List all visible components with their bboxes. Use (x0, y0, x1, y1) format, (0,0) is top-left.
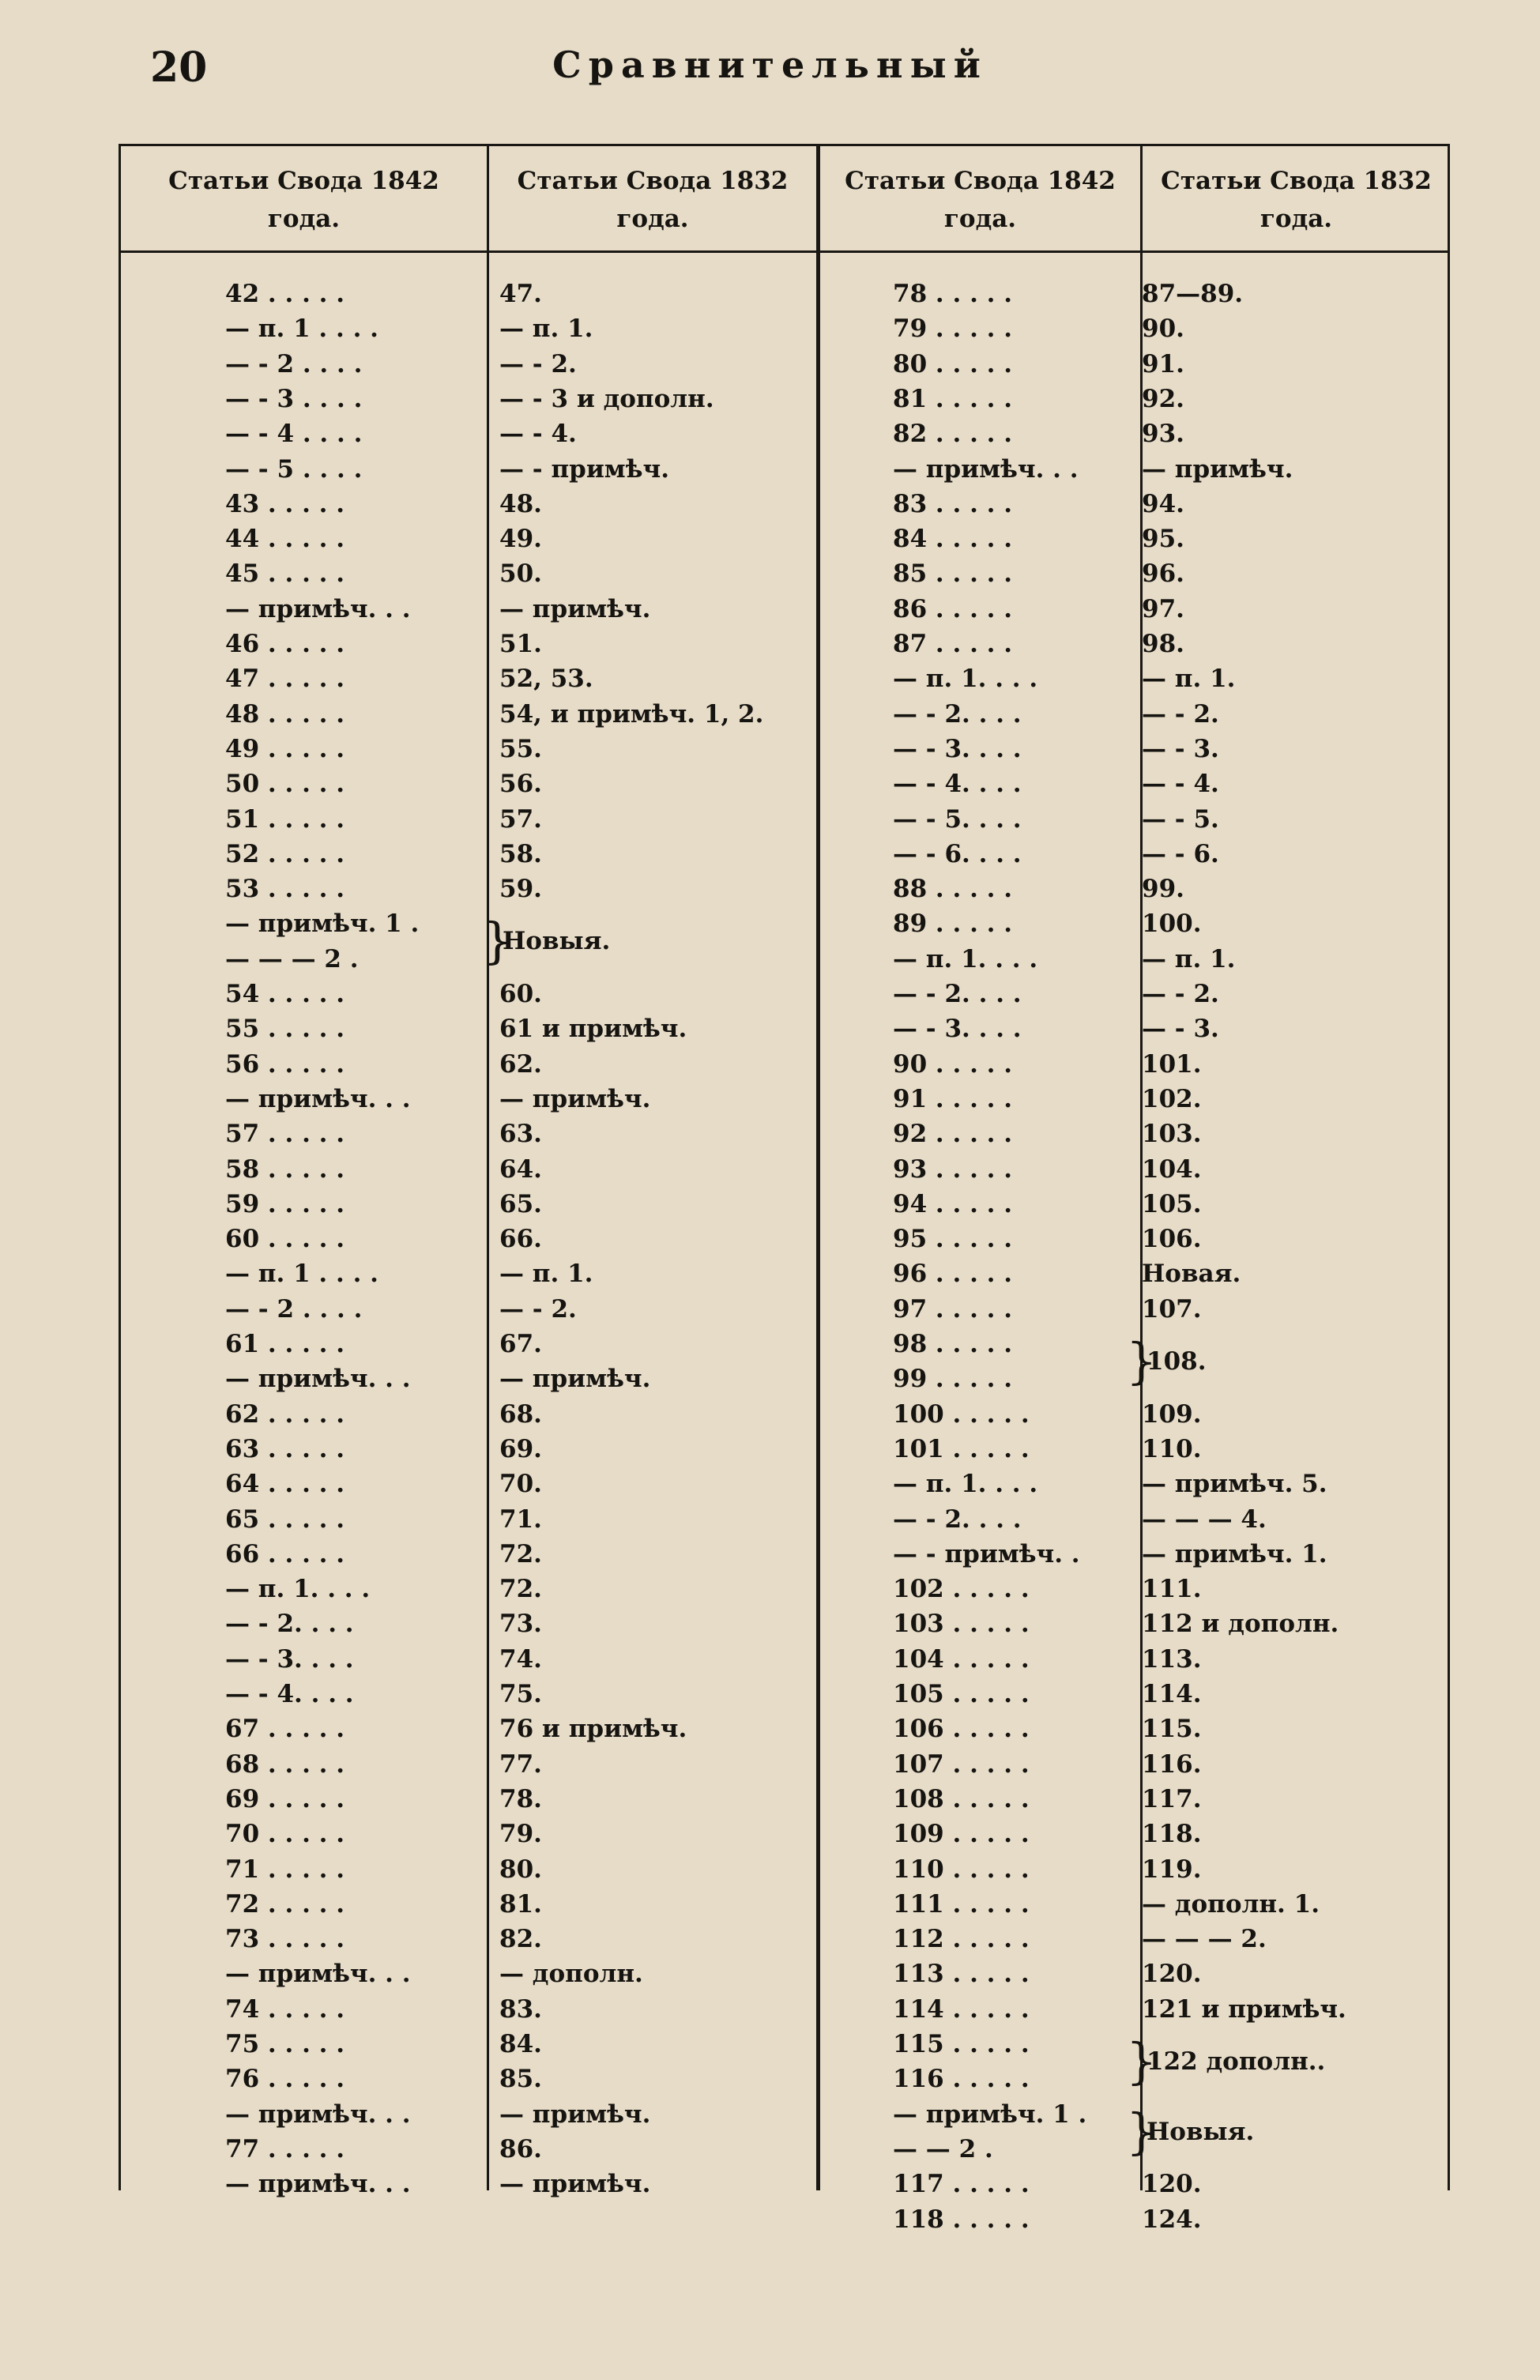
article-1842: 63 . . . . . (225, 1434, 345, 1463)
article-1842: 111 . . . . . (893, 1889, 1030, 1919)
article-1842: 104 . . . . . (893, 1644, 1030, 1674)
article-1842: — примѣч. . . (225, 1365, 411, 1394)
grouping-brace-label: Новыя. (503, 927, 611, 956)
article-1842: 57 . . . . . (225, 1120, 345, 1149)
table-row (0, 382, 1540, 416)
article-1832: 52, 53. (499, 665, 593, 694)
article-1832: 106. (1142, 1225, 1202, 1254)
article-1832: 104. (1142, 1154, 1202, 1184)
article-1832: 96. (1142, 559, 1184, 589)
article-1842: 65 . . . . . (225, 1504, 345, 1534)
article-1842: — - 3. . . . (893, 734, 1022, 763)
article-1842: 98 . . . . . (893, 1330, 1013, 1358)
table-row (0, 1747, 1540, 1782)
article-1832: 73. (499, 1610, 542, 1639)
article-1832: Новая. (1142, 1260, 1241, 1289)
article-1842: 61 . . . . . (225, 1330, 345, 1358)
article-1842: 109 . . . . . (893, 1820, 1030, 1849)
article-1842: 64 . . . . . (225, 1470, 345, 1499)
article-1842: — примѣч. . . (225, 1084, 411, 1113)
article-1842: — - 5 . . . . (225, 454, 363, 484)
article-1842: — примѣч. . . (225, 594, 411, 623)
article-1832: — - 3 и дополн. (499, 384, 714, 413)
article-1832: 116. (1142, 1749, 1202, 1779)
article-1832: 55. (499, 734, 542, 763)
article-1842: 99 . . . . . (893, 1365, 1013, 1394)
page-number: 20 (150, 43, 208, 92)
table-row (0, 1887, 1540, 1922)
column-header-1832-left: Статьи Свода 1832 года. (517, 166, 789, 233)
article-1842: 86 . . . . . (893, 594, 1013, 623)
table-row (0, 1047, 1540, 1082)
article-1832: — - 2. (1142, 699, 1219, 729)
article-1842: — примѣч. . . (225, 1960, 411, 1989)
grouping-brace: } (482, 912, 514, 970)
article-1842: — — 2 . (893, 2134, 993, 2163)
article-1842: — п. 1. . . . (893, 1470, 1038, 1499)
article-1832: 93. (1142, 420, 1184, 449)
article-1842: 81 . . . . . (893, 384, 1013, 413)
table-row (0, 1817, 1540, 1851)
article-1832: — - 4. (1142, 770, 1219, 799)
table-row (0, 347, 1540, 382)
article-1832: 79. (499, 1820, 542, 1849)
article-1842: 68 . . . . . (225, 1749, 345, 1779)
article-1832: — примѣч. (499, 1365, 651, 1394)
article-1832: 120. (1142, 1960, 1202, 1989)
table-row (0, 2202, 1540, 2237)
article-1842: 92 . . . . . (893, 1120, 1013, 1149)
article-1842: 91 . . . . . (893, 1084, 1013, 1113)
article-1842: 94 . . . . . (893, 1189, 1013, 1218)
article-1832: 90. (1142, 314, 1184, 344)
article-1842: 69 . . . . . (225, 1784, 345, 1813)
article-1842: — - 6. . . . (893, 839, 1022, 868)
article-1832: 121 и примѣч. (1142, 1994, 1346, 2024)
article-1842: — - 3. . . . (893, 1015, 1022, 1044)
article-1832: 69. (499, 1434, 542, 1463)
article-1832: 118. (1142, 1820, 1202, 1849)
article-1842: 84 . . . . . (893, 525, 1013, 554)
grouping-brace-label: 122 дополн.. (1147, 2047, 1326, 2076)
article-1832: 68. (499, 1399, 542, 1429)
article-1842: — - 3. . . . (225, 1644, 354, 1674)
article-1842: 88 . . . . . (893, 875, 1013, 904)
article-1842: 82 . . . . . (893, 420, 1013, 449)
table-row (0, 1677, 1540, 1712)
table-row (0, 2167, 1540, 2201)
article-1832: — дополн. 1. (1142, 1889, 1320, 1919)
article-1842: — п. 1 . . . . (225, 314, 378, 344)
article-1832: — - 6. (1142, 839, 1219, 868)
table-row (0, 311, 1540, 346)
article-1832: 74. (499, 1644, 542, 1674)
article-1832: 47. (499, 280, 542, 308)
grouping-brace-label: Новыя. (1147, 2117, 1255, 2146)
table-row (0, 1222, 1540, 1256)
article-1842: — - примѣч. . (893, 1539, 1080, 1568)
article-1842: 105 . . . . . (893, 1680, 1030, 1708)
article-1842: — п. 1 . . . . (225, 1260, 378, 1289)
article-1842: — п. 1. . . . (225, 1575, 371, 1604)
table-row (0, 1256, 1540, 1291)
article-1832: 92. (1142, 384, 1184, 413)
article-1832: 62. (499, 1049, 542, 1079)
article-1832: 105. (1142, 1189, 1202, 1218)
article-1842: 59 . . . . . (225, 1189, 345, 1218)
article-1842: — - 3 . . . . (225, 384, 363, 413)
article-1842: 116 . . . . . (893, 2065, 1030, 2094)
article-1842: 106 . . . . . (893, 1715, 1030, 1744)
article-1832: 95. (1142, 525, 1184, 554)
article-1832: 76 и примѣч. (499, 1715, 687, 1744)
article-1832: — дополн. (499, 1960, 643, 1989)
article-1842: — примѣч. . . (893, 454, 1079, 484)
article-1832: — примѣч. (499, 594, 651, 623)
article-1842: 100 . . . . . (893, 1399, 1030, 1429)
article-1842: — примѣч. 1 . (225, 909, 420, 939)
article-1832: — - 4. (499, 420, 577, 449)
article-1842: 46 . . . . . (225, 630, 345, 658)
article-1842: 102 . . . . . (893, 1575, 1030, 1604)
article-1832: 114. (1142, 1680, 1202, 1708)
table-row (0, 1956, 1540, 1991)
table-row (0, 1712, 1540, 1746)
article-1832: 124. (1142, 2205, 1202, 2234)
article-1832: 115. (1142, 1715, 1202, 1744)
article-1842: 96 . . . . . (893, 1260, 1013, 1289)
table-row (0, 1361, 1540, 1396)
table-row (0, 1502, 1540, 1537)
article-1842: 89 . . . . . (893, 909, 1013, 939)
article-1832: 91. (1142, 349, 1184, 378)
table-row (0, 522, 1540, 556)
table-row (0, 732, 1540, 766)
article-1832: 82. (499, 1925, 542, 1954)
article-1832: — примѣч. 5. (1142, 1470, 1327, 1499)
article-1832: — — — 2. (1142, 1925, 1267, 1954)
article-1832: 57. (499, 804, 542, 834)
article-1832: 102. (1142, 1084, 1202, 1113)
article-1842: 77 . . . . . (225, 2134, 345, 2163)
article-1832: 75. (499, 1680, 542, 1708)
article-1832: 54, и примѣч. 1, 2. (499, 699, 764, 729)
article-1832: 119. (1142, 1855, 1202, 1884)
article-1832: 98. (1142, 630, 1184, 658)
article-1842: 42 . . . . . (225, 280, 345, 308)
article-1832: — — — 4. (1142, 1504, 1267, 1534)
column-header-1842-left: Статьи Свода 1842 года. (168, 166, 439, 233)
article-1842: 85 . . . . . (893, 559, 1013, 589)
article-1832: 72. (499, 1539, 542, 1568)
article-1842: 101 . . . . . (893, 1434, 1030, 1463)
article-1832: 81. (499, 1889, 542, 1919)
article-1832: 56. (499, 770, 542, 799)
table-row (0, 487, 1540, 522)
article-1832: 117. (1142, 1784, 1202, 1813)
article-1832: 67. (499, 1330, 542, 1358)
grouping-brace: } (1126, 1332, 1158, 1390)
table-row (0, 1537, 1540, 1572)
article-1832: — - 5. (1142, 804, 1219, 834)
article-1832: 110. (1142, 1434, 1202, 1463)
article-1842: 115 . . . . . (893, 2030, 1030, 2058)
running-title: Сравнительный (552, 43, 988, 86)
article-1842: 58 . . . . . (225, 1154, 345, 1184)
article-1842: — - 2. . . . (893, 980, 1022, 1008)
article-1842: 118 . . . . . (893, 2205, 1030, 2234)
article-1832: 50. (499, 559, 542, 589)
article-1832: 85. (499, 2065, 542, 2094)
table-row (0, 416, 1540, 451)
table-row (0, 1187, 1540, 1222)
article-1832: — примѣч. 1. (1142, 1539, 1327, 1568)
article-1832: 111. (1142, 1575, 1202, 1604)
article-1832: — - примѣч. (499, 454, 670, 484)
article-1842: 79 . . . . . (893, 314, 1013, 344)
article-1832: — - 3. (1142, 734, 1219, 763)
article-1832: 109. (1142, 1399, 1202, 1429)
article-1832: 103. (1142, 1120, 1202, 1149)
table-row (0, 942, 1540, 977)
article-1842: 44 . . . . . (225, 525, 345, 554)
table-row (0, 1606, 1540, 1641)
article-1832: 97. (1142, 594, 1184, 623)
table-row (0, 766, 1540, 801)
article-1842: 117 . . . . . (893, 2170, 1030, 2199)
article-1842: 107 . . . . . (893, 1749, 1030, 1779)
article-1842: 67 . . . . . (225, 1715, 345, 1744)
article-1842: — - 4. . . . (893, 770, 1022, 799)
article-1842: 80 . . . . . (893, 349, 1013, 378)
article-1842: — - 4 . . . . (225, 420, 363, 449)
article-1842: 97 . . . . . (893, 1294, 1013, 1324)
article-1842: 56 . . . . . (225, 1049, 345, 1079)
article-1832: — п. 1. (499, 1260, 593, 1289)
article-1842: 78 . . . . . (893, 280, 1013, 308)
article-1832: 100. (1142, 909, 1202, 939)
table-row (0, 802, 1540, 837)
table-row (0, 277, 1540, 311)
article-1832: 72. (499, 1575, 542, 1604)
article-1842: — - 2 . . . . (225, 349, 363, 378)
article-1842: 74 . . . . . (225, 1994, 345, 2024)
table-row (0, 977, 1540, 1011)
article-1832: — примѣч. (499, 2099, 651, 2129)
article-1832: 107. (1142, 1294, 1202, 1324)
table-row (0, 1011, 1540, 1046)
article-1832: 58. (499, 839, 542, 868)
table-row (0, 1572, 1540, 1606)
article-1842: 48 . . . . . (225, 699, 345, 729)
article-1842: 51 . . . . . (225, 804, 345, 834)
article-1832: 84. (499, 2030, 542, 2058)
article-1842: 112 . . . . . (893, 1925, 1030, 1954)
table-row (0, 1327, 1540, 1361)
article-1832: 112 и дополн. (1142, 1610, 1339, 1639)
grouping-brace: } (1126, 2032, 1158, 2090)
article-1832: 65. (499, 1189, 542, 1218)
article-1832: 86. (499, 2134, 542, 2163)
table-row (0, 1922, 1540, 1956)
article-1842: 95 . . . . . (893, 1225, 1013, 1254)
article-1832: — - 2. (1142, 980, 1219, 1008)
table-row (0, 1432, 1540, 1467)
article-1832: — - 2. (499, 349, 577, 378)
article-1832: 59. (499, 875, 542, 904)
article-1832: 61 и примѣч. (499, 1015, 687, 1044)
article-1842: 66 . . . . . (225, 1539, 345, 1568)
article-1842: 49 . . . . . (225, 734, 345, 763)
table-row (0, 906, 1540, 941)
article-1842: — — — 2 . (225, 944, 359, 973)
article-1832: 77. (499, 1749, 542, 1779)
article-1842: 47 . . . . . (225, 665, 345, 694)
article-1832: 48. (499, 489, 542, 518)
article-1842: 87 . . . . . (893, 630, 1013, 658)
article-1832: 99. (1142, 875, 1184, 904)
article-1842: 75 . . . . . (225, 2030, 345, 2058)
table-row (0, 1082, 1540, 1117)
article-1842: 50 . . . . . (225, 770, 345, 799)
article-1842: 73 . . . . . (225, 1925, 345, 1954)
article-1842: — примѣч. . . (225, 2170, 411, 2199)
article-1832: 94. (1142, 489, 1184, 518)
table-row (0, 452, 1540, 487)
table-row (0, 1152, 1540, 1187)
article-1842: 53 . . . . . (225, 875, 345, 904)
article-1832: — п. 1. (1142, 665, 1236, 694)
table-row (0, 627, 1540, 661)
table-row (0, 2097, 1540, 2132)
article-1842: — - 2. . . . (225, 1610, 354, 1639)
table-row (0, 1117, 1540, 1151)
article-1832: — п. 1. (499, 314, 593, 344)
table-row (0, 1292, 1540, 1327)
article-1832: 51. (499, 630, 542, 658)
article-1832: 70. (499, 1470, 542, 1499)
column-header-1832-right: Статьи Свода 1832 года. (1161, 166, 1432, 233)
table-row (0, 1397, 1540, 1432)
article-1842: 43 . . . . . (225, 489, 345, 518)
article-1842: — - 2. . . . (893, 699, 1022, 729)
article-1842: 83 . . . . . (893, 489, 1013, 518)
article-1832: 80. (499, 1855, 542, 1884)
table-row (0, 592, 1540, 627)
article-1842: 76 . . . . . (225, 2065, 345, 2094)
table-row (0, 2132, 1540, 2167)
article-1842: 113 . . . . . (893, 1960, 1030, 1989)
article-1842: — п. 1. . . . (893, 944, 1038, 973)
article-1832: 87—89. (1142, 280, 1244, 308)
article-1832: 66. (499, 1225, 542, 1254)
article-1832: — п. 1. (1142, 944, 1236, 973)
table-row (0, 556, 1540, 591)
table-row (0, 1782, 1540, 1817)
article-1832: 49. (499, 525, 542, 554)
table-row (0, 661, 1540, 696)
table-row (0, 1467, 1540, 1501)
article-1832: — примѣч. (499, 1084, 651, 1113)
article-1832: 78. (499, 1784, 542, 1813)
article-1832: 120. (1142, 2170, 1202, 2199)
article-1842: 62 . . . . . (225, 1399, 345, 1429)
article-1842: — п. 1. . . . (893, 665, 1038, 694)
grouping-brace: } (1126, 2102, 1158, 2160)
article-1832: 83. (499, 1994, 542, 2024)
article-1832: 60. (499, 980, 542, 1008)
article-1842: 90 . . . . . (893, 1049, 1013, 1079)
article-1842: 60 . . . . . (225, 1225, 345, 1254)
article-1842: 114 . . . . . (893, 1994, 1030, 2024)
article-1842: — - 2 . . . . (225, 1294, 363, 1324)
article-1832: 113. (1142, 1644, 1202, 1674)
article-1842: 110 . . . . . (893, 1855, 1030, 1884)
article-1832: — примѣч. (499, 2170, 651, 2199)
header-rule (121, 250, 1448, 253)
article-1842: 71 . . . . . (225, 1855, 345, 1884)
article-1842: 55 . . . . . (225, 1015, 345, 1044)
article-1842: 45 . . . . . (225, 559, 345, 589)
article-1842: 103 . . . . . (893, 1610, 1030, 1639)
article-1832: — - 2. (499, 1294, 577, 1324)
article-1842: — примѣч. 1 . (893, 2099, 1087, 2129)
article-1842: — - 2. . . . (893, 1504, 1022, 1534)
article-1832: — - 3. (1142, 1015, 1219, 1044)
article-1842: — - 5. . . . (893, 804, 1022, 834)
table-row (0, 1992, 1540, 2027)
article-1832: 101. (1142, 1049, 1202, 1079)
table-row (0, 697, 1540, 732)
article-1842: 70 . . . . . (225, 1820, 345, 1849)
grouping-brace-label: 108. (1147, 1347, 1207, 1376)
table-row (0, 1852, 1540, 1887)
article-1842: 93 . . . . . (893, 1154, 1013, 1184)
article-1842: — - 4. . . . (225, 1680, 354, 1708)
article-1832: 63. (499, 1120, 542, 1149)
article-1842: 72 . . . . . (225, 1889, 345, 1919)
table-row (0, 1642, 1540, 1677)
article-1832: — примѣч. (1142, 454, 1293, 484)
article-1842: 54 . . . . . (225, 980, 345, 1008)
article-1842: 108 . . . . . (893, 1784, 1030, 1813)
article-1832: 71. (499, 1504, 542, 1534)
column-header-1842-right: Статьи Свода 1842 года. (845, 166, 1116, 233)
article-1832: 64. (499, 1154, 542, 1184)
table-row (0, 872, 1540, 906)
table-row (0, 837, 1540, 872)
article-1842: — примѣч. . . (225, 2099, 411, 2129)
article-1842: 52 . . . . . (225, 839, 345, 868)
